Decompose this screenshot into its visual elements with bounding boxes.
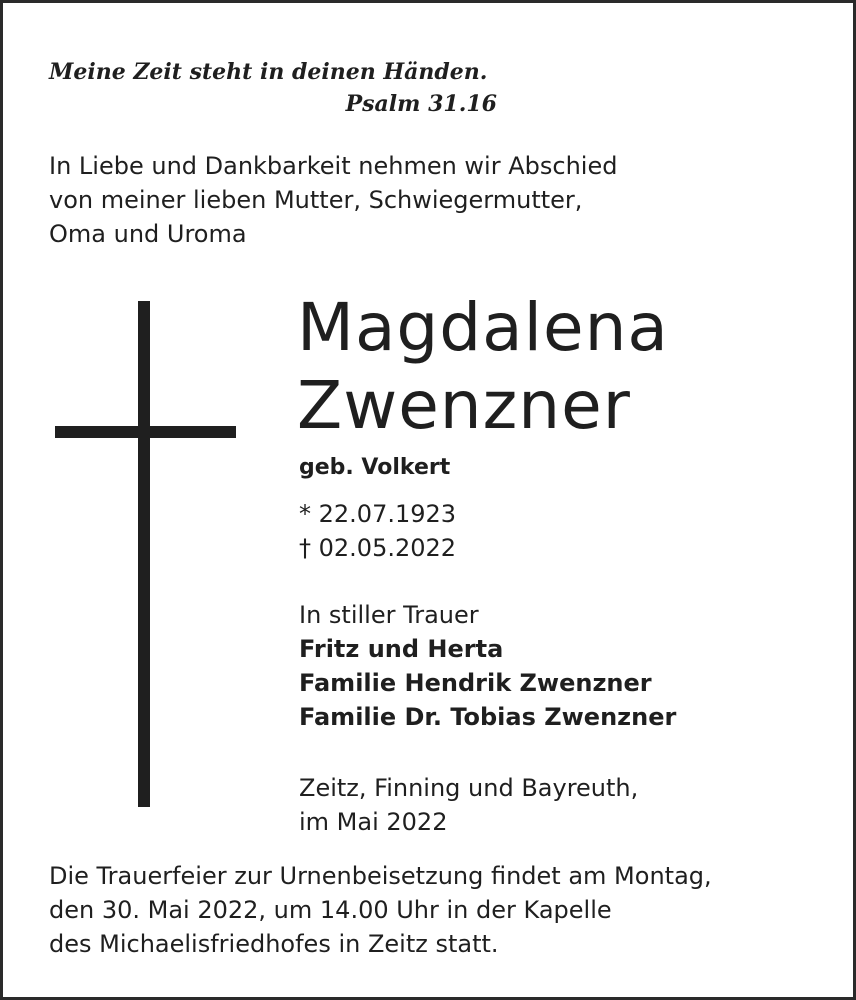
mourner-name: Familie Hendrik Zwenzner <box>299 669 652 697</box>
farewell-line: von meiner lieben Mutter, Schwiegermutter, <box>49 186 583 214</box>
date-line: im Mai 2022 <box>299 808 448 836</box>
deceased-first-name: Magdalena <box>297 289 669 366</box>
farewell-text <box>49 149 617 251</box>
service-line: des Michaelisfriedhofes in Zeitz statt. <box>49 930 499 958</box>
deceased-last-name: Zwenzner <box>297 367 631 444</box>
mourner-name: Familie Dr. Tobias Zwenzner <box>299 703 677 731</box>
place-line: Zeitz, Finning und Bayreuth, <box>299 774 639 802</box>
service-line: den 30. Mai 2022, um 14.00 Uhr in der Kapelle <box>49 896 612 924</box>
service-line: Die Trauerfeier zur Urnenbeisetzung findet am Montag, <box>49 862 712 890</box>
cross-icon-bar <box>55 426 236 438</box>
mourner-name: Fritz und Herta <box>299 635 504 663</box>
mourners-block <box>299 598 676 734</box>
farewell-line: In Liebe und Dankbarkeit nehmen wir Abschied <box>49 152 618 180</box>
death-date: † 02.05.2022 <box>299 534 457 562</box>
cross-icon <box>138 301 150 807</box>
farewell-line: Oma und Uroma <box>49 220 247 248</box>
birth-date: * 22.07.1923 <box>299 500 457 528</box>
deceased-name <box>297 289 669 445</box>
birth-name: geb. Volkert <box>299 455 451 480</box>
life-dates <box>299 497 456 565</box>
mourning-intro: In stiller Trauer <box>299 601 479 629</box>
place-and-date <box>299 771 638 839</box>
bible-quote: Meine Zeit steht in deinen Händen. <box>49 59 488 85</box>
funeral-service-info <box>49 859 712 961</box>
bible-reference: Psalm 31.16 <box>345 91 497 117</box>
